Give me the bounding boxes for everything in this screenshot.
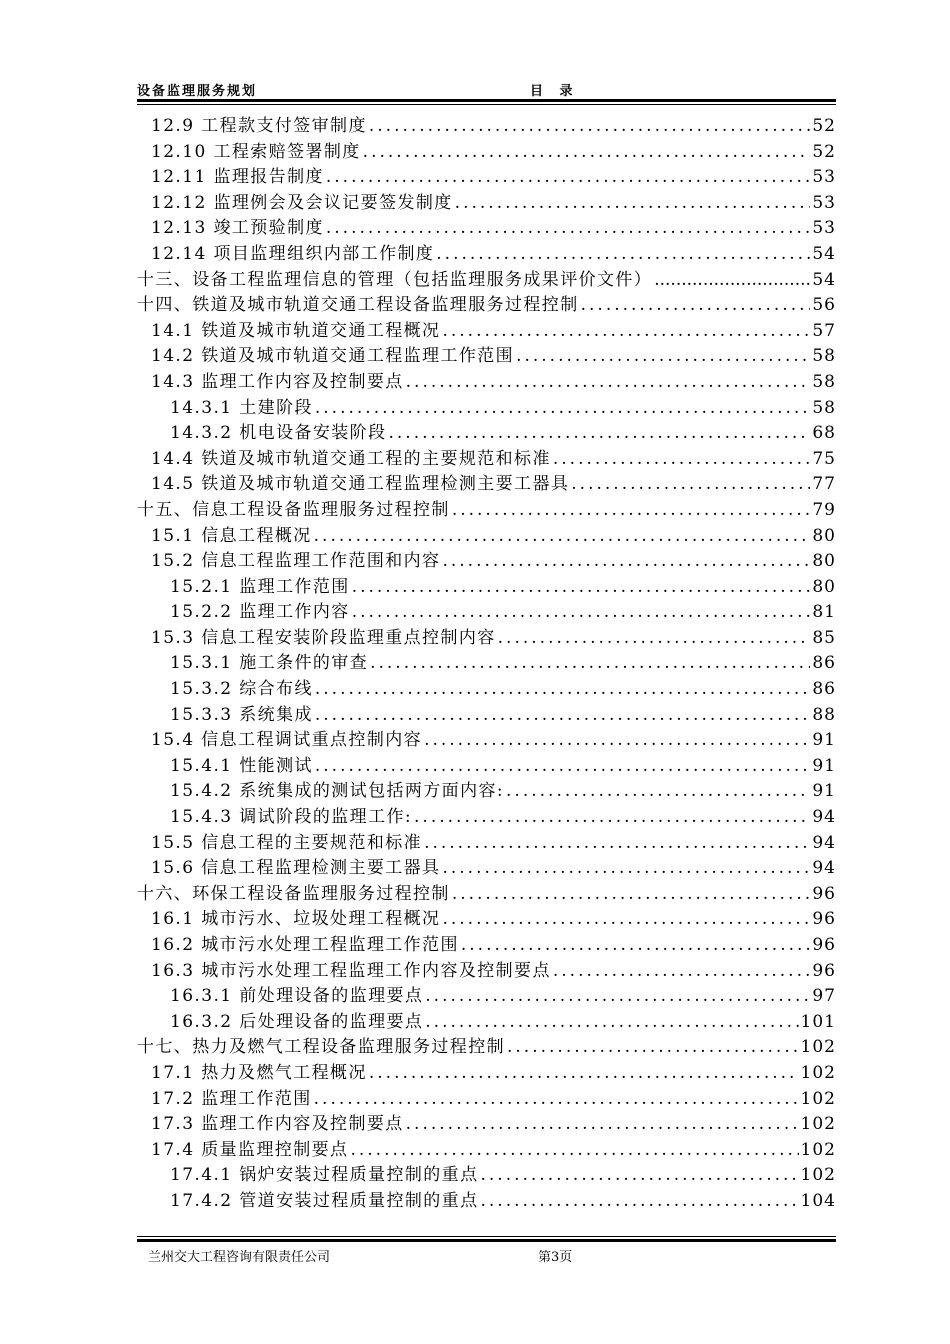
toc-entry-page: 58	[812, 397, 836, 418]
toc-dot-leader	[498, 626, 811, 652]
toc-entry-page: 102	[800, 1139, 836, 1160]
toc-entry-title: 15.4.1 性能测试	[170, 755, 313, 776]
toc-dot-leader	[461, 933, 811, 959]
toc-entry-page: 75	[812, 448, 836, 469]
toc-entry-page: 97	[812, 986, 836, 1007]
toc-dot-leader	[424, 728, 810, 754]
toc-entry-title: 15.3.3 系统集成	[170, 704, 313, 725]
toc-entry[interactable]	[137, 1163, 836, 1189]
toc-entry-title: 16.3.1 前处理设备的监理要点	[170, 986, 424, 1007]
toc-entry[interactable]	[137, 959, 836, 985]
toc-dot-leader	[326, 165, 810, 191]
toc-entry-page: 53	[812, 192, 836, 213]
toc-entry-title: 16.2 城市污水处理工程监理工作范围	[151, 935, 459, 955]
toc-dot-leader	[350, 1138, 798, 1164]
toc-dot-leader	[352, 600, 811, 626]
toc-dot-leader	[581, 293, 811, 319]
toc-dot-leader	[314, 1087, 799, 1113]
toc-entry[interactable]	[137, 933, 836, 959]
toc-entry[interactable]	[137, 626, 836, 652]
toc-entry-page: 96	[812, 960, 836, 981]
toc-entry[interactable]	[137, 114, 836, 140]
toc-entry-page: 102	[800, 1037, 836, 1058]
table-of-contents	[137, 114, 836, 1215]
toc-entry[interactable]	[137, 242, 836, 268]
toc-entry-title: 15.4.2 系统集成的测试包括两方面内容:	[170, 781, 505, 802]
toc-entry-page: 102	[800, 1062, 836, 1083]
toc-entry-page: 58	[812, 346, 836, 367]
toc-entry[interactable]	[137, 1035, 836, 1061]
toc-dot-leader	[442, 907, 810, 933]
toc-entry[interactable]	[137, 728, 836, 754]
toc-entry-title: 16.1 城市污水、垃圾处理工程概况	[151, 909, 441, 930]
toc-dot-leader	[506, 779, 810, 805]
toc-dot-leader	[480, 1163, 798, 1189]
toc-entry-page: 53	[812, 218, 836, 239]
toc-entry-page: 86	[812, 653, 836, 674]
toc-dot-leader	[654, 268, 810, 294]
toc-entry-title: 12.9 工程款支付签审制度	[151, 116, 367, 136]
toc-entry-title: 12.11 监理报告制度	[151, 167, 324, 188]
toc-entry-page: 80	[812, 576, 836, 597]
toc-entry-title: 15.3.1 施工条件的审查	[170, 653, 369, 674]
toc-entry-title: 15.3.2 综合布线	[170, 679, 313, 700]
toc-entry-title: 17.3 监理工作内容及控制要点	[151, 1114, 404, 1135]
toc-entry-page: 68	[812, 423, 836, 444]
toc-entry-title: 15.2.1 监理工作范围	[170, 576, 350, 597]
toc-entry-page: 85	[812, 627, 836, 648]
toc-entry-title: 十三、设备工程监理信息的管理（包括监理服务成果评价文件）	[137, 269, 653, 290]
toc-entry-page: 102	[800, 1165, 836, 1186]
toc-dot-leader	[326, 216, 810, 242]
toc-entry-title: 15.3 信息工程安装阶段监理重点控制内容	[151, 627, 496, 648]
toc-dot-leader	[455, 191, 811, 217]
footer-company-name: 兰州交大工程咨询有限责任公司	[148, 1250, 331, 1265]
toc-entry-title: 14.2 铁道及城市轨道交通工程监理工作范围	[151, 346, 515, 367]
toc-entry-page: 94	[812, 832, 836, 853]
toc-dot-leader	[406, 370, 811, 396]
toc-entry[interactable]	[137, 1189, 836, 1215]
toc-entry-title: 15.5 信息工程的主要规范和标准	[151, 832, 423, 853]
toc-dot-leader	[553, 447, 811, 473]
toc-dot-leader	[315, 754, 810, 780]
toc-dot-leader	[370, 651, 810, 677]
toc-entry-title: 17.2 监理工作范围	[151, 1088, 312, 1109]
toc-entry-title: 12.12 监理例会及会议记要签发制度	[151, 192, 453, 213]
toc-entry-page: 91	[812, 755, 836, 776]
toc-dot-leader	[425, 984, 810, 1010]
toc-dot-leader	[369, 1061, 799, 1087]
toc-entry[interactable]	[137, 447, 836, 473]
toc-entry-title: 14.3.1 土建阶段	[170, 397, 313, 418]
header-rule-thin	[137, 104, 836, 105]
toc-entry-title: 12.14 项目监理组织内部工作制度	[151, 243, 435, 264]
header-document-title: 设备监理服务规划	[137, 84, 258, 99]
toc-entry[interactable]	[137, 882, 836, 908]
toc-entry-page: 56	[812, 295, 836, 316]
toc-entry-title: 15.1 信息工程概况	[151, 525, 312, 546]
header-section-title: 目 录	[530, 84, 579, 99]
toc-entry-title: 14.5 铁道及城市轨道交通工程监理检测主要工器具	[151, 474, 570, 495]
toc-entry-page: 52	[812, 116, 836, 136]
toc-entry-page: 58	[812, 371, 836, 392]
toc-dot-leader	[388, 421, 810, 447]
toc-entry[interactable]	[137, 984, 836, 1010]
toc-entry[interactable]	[137, 805, 836, 831]
toc-entry-page: 52	[812, 141, 836, 162]
toc-entry-page: 102	[800, 1114, 836, 1135]
toc-entry-title: 15.6 信息工程监理检测主要工器具	[151, 858, 441, 879]
toc-entry-page: 94	[812, 807, 836, 828]
toc-entry-title: 十四、铁道及城市轨道交通工程设备监理服务过程控制	[137, 295, 579, 316]
toc-dot-leader	[480, 1189, 798, 1215]
toc-entry-page: 79	[812, 499, 836, 520]
toc-dot-leader	[363, 140, 811, 166]
toc-entry[interactable]	[137, 165, 836, 191]
toc-entry[interactable]	[137, 396, 836, 422]
footer-rule-thick	[137, 1239, 836, 1242]
toc-entry-page: 96	[812, 935, 836, 955]
toc-entry-page: 80	[812, 551, 836, 572]
toc-entry-title: 16.3.2 后处理设备的监理要点	[170, 1011, 424, 1032]
toc-entry-title: 14.4 铁道及城市轨道交通工程的主要规范和标准	[151, 448, 551, 469]
toc-entry-page: 80	[812, 525, 836, 546]
toc-entry-title: 12.10 工程索赔签署制度	[151, 141, 361, 162]
toc-entry[interactable]	[137, 421, 836, 447]
toc-entry-page: 54	[812, 269, 836, 290]
toc-entry-title: 17.1 热力及燃气工程概况	[151, 1062, 367, 1083]
toc-entry-title: 15.2.2 监理工作内容	[170, 602, 350, 623]
toc-entry-title: 十七、热力及燃气工程设备监理服务过程控制	[137, 1037, 505, 1058]
toc-entry[interactable]	[137, 549, 836, 575]
toc-dot-leader	[315, 703, 810, 729]
toc-entry-title: 14.3 监理工作内容及控制要点	[151, 371, 404, 392]
toc-entry-page: 86	[812, 679, 836, 700]
toc-dot-leader	[315, 396, 810, 422]
toc-entry[interactable]	[137, 524, 836, 550]
toc-entry-page: 101	[800, 1011, 836, 1032]
toc-entry[interactable]	[137, 779, 836, 805]
toc-dot-leader	[424, 831, 810, 857]
toc-dot-leader	[442, 856, 810, 882]
toc-entry-page: 54	[812, 243, 836, 264]
toc-entry-page: 91	[812, 730, 836, 751]
toc-dot-leader	[352, 575, 811, 601]
toc-dot-leader	[571, 472, 810, 498]
toc-entry[interactable]	[137, 293, 836, 319]
toc-entry[interactable]	[137, 1061, 836, 1087]
toc-dot-leader	[414, 805, 810, 831]
toc-entry-title: 15.2 信息工程监理工作范围和内容	[151, 551, 441, 572]
toc-entry-title: 十六、环保工程设备监理服务过程控制	[137, 883, 450, 904]
toc-entry[interactable]	[137, 703, 836, 729]
toc-entry[interactable]	[137, 856, 836, 882]
toc-entry[interactable]	[137, 677, 836, 703]
toc-entry-title: 14.1 铁道及城市轨道交通工程概况	[151, 320, 441, 341]
toc-entry-page: 81	[812, 602, 836, 623]
toc-entry[interactable]	[137, 575, 836, 601]
toc-entry[interactable]	[137, 370, 836, 396]
toc-entry[interactable]	[137, 344, 836, 370]
toc-entry-page: 91	[812, 781, 836, 802]
toc-entry-page: 104	[800, 1190, 836, 1211]
toc-entry-title: 16.3 城市污水处理工程监理工作内容及控制要点	[151, 960, 551, 981]
toc-entry[interactable]	[137, 140, 836, 166]
toc-entry-page: 57	[812, 320, 836, 341]
toc-entry[interactable]	[137, 498, 836, 524]
toc-entry-title: 14.3.2 机电设备安装阶段	[170, 423, 387, 444]
toc-dot-leader	[452, 498, 811, 524]
toc-entry[interactable]	[137, 600, 836, 626]
toc-entry[interactable]	[137, 651, 836, 677]
toc-entry-page: 77	[812, 474, 836, 495]
toc-entry[interactable]	[137, 191, 836, 217]
toc-entry[interactable]	[137, 907, 836, 933]
toc-entry-title: 15.4.3 调试阶段的监理工作:	[170, 807, 413, 828]
toc-dot-leader	[553, 959, 811, 985]
toc-dot-leader	[369, 114, 811, 140]
toc-dot-leader	[516, 344, 810, 370]
toc-dot-leader	[425, 1010, 798, 1036]
toc-entry[interactable]	[137, 1138, 836, 1164]
toc-entry-page: 96	[812, 883, 836, 904]
toc-entry-title: 17.4.1 锅炉安装过程质量控制的重点	[170, 1165, 479, 1186]
toc-entry-title: 15.4 信息工程调试重点控制内容	[151, 730, 423, 751]
toc-entry-page: 102	[800, 1088, 836, 1109]
toc-entry-title: 12.13 竣工预验制度	[151, 218, 324, 239]
toc-entry-page: 88	[812, 704, 836, 725]
footer-page-number: 第3页	[538, 1250, 573, 1265]
toc-entry-page: 96	[812, 909, 836, 930]
toc-dot-leader	[314, 524, 811, 550]
toc-entry[interactable]	[137, 319, 836, 345]
toc-entry[interactable]	[137, 1087, 836, 1113]
toc-entry[interactable]	[137, 1112, 836, 1138]
page-header	[137, 80, 836, 98]
toc-entry[interactable]	[137, 1010, 836, 1036]
toc-entry[interactable]	[137, 472, 836, 498]
toc-dot-leader	[442, 549, 810, 575]
toc-entry-title: 17.4 质量监理控制要点	[151, 1139, 349, 1160]
toc-entry[interactable]	[137, 831, 836, 857]
toc-dot-leader	[507, 1035, 799, 1061]
toc-entry[interactable]	[137, 754, 836, 780]
toc-dot-leader	[406, 1112, 799, 1138]
footer-rule-thin	[137, 1236, 836, 1237]
header-rule-thick	[137, 99, 836, 102]
toc-dot-leader	[452, 882, 811, 908]
toc-entry[interactable]	[137, 216, 836, 242]
toc-entry[interactable]	[137, 268, 836, 294]
toc-entry-title: 十五、信息工程设备监理服务过程控制	[137, 499, 450, 520]
toc-dot-leader	[442, 319, 810, 345]
toc-entry-page: 53	[812, 167, 836, 188]
toc-dot-leader	[436, 242, 810, 268]
toc-entry-title: 17.4.2 管道安装过程质量控制的重点	[170, 1190, 479, 1211]
toc-dot-leader	[315, 677, 810, 703]
toc-entry-page: 94	[812, 858, 836, 879]
